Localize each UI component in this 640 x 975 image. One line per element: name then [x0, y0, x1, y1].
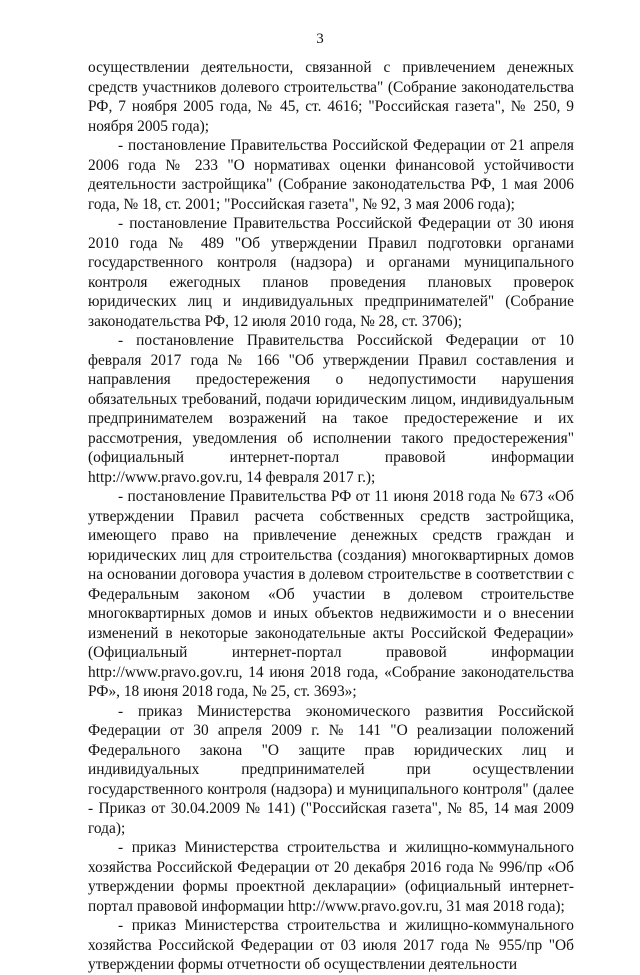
paragraph-order-141: - приказ Министерства экономического развития Российской Федерации от 30 апреля 2009 г. № 141 "О реализации положений Федерального закона "О защите прав юридических лиц и индивидуальных предпринимателей при осуществлении государственного контроля (надзора) и муниципального контроля" (далее - Приказ от 30.04.2009 № 141) ("Российская газета", № 85, 14 мая 2009 года); [88, 702, 574, 837]
paragraph-resolution-489: - постановление Правительства Российской Федерации от 30 июня 2010 года № 489 "Об утверждении Правил подготовки органами государственного контроля (надзора) и органами муниципального контроля ежегодных планов проведения плановых проверок юридических лиц и индивидуальных предпринимателей" (Собрание законодательства РФ, 12 июля 2010 года, № 28, ст. 3706); [88, 215, 574, 330]
page-number: 3 [316, 31, 324, 47]
paragraph-resolution-166: - постановление Правительства Российской Федерации от 10 февраля 2017 года № 166 "Об утверждении Правил составления и направления предостережения о недопустимости нарушения обязательных требований, подачи юридическим лицом, индивидуальным предпринимателем возражений на такое предостережение и их рассмотрения, уведомления об исполнении такого предостережения" (официальный интернет-портал правовой информации http://www.pravo.gov.ru, 14 февраля 2017 г.); [88, 332, 574, 486]
paragraph-continued: осуществлении деятельности, связанной с привлечением денежных средств участников долевого строительства" (Собрание законодательства РФ, 7 ноября 2005 года, № 45, ст. 4616; "Российская газета", № 250, 9 ноября 2005 года); [88, 59, 574, 135]
paragraph-resolution-233: - постановление Правительства Российской Федерации от 21 апреля 2006 года № 233 "О нормативах оценки финансовой устойчивости деятельности застройщика" (Собрание законодательства РФ, 1 мая 2006 года, № 18, ст. 2001; "Российская газета", № 92, 3 мая 2006 года); [88, 137, 574, 213]
document-body [88, 58, 574, 975]
paragraph-resolution-673: - постановление Правительства РФ от 11 июня 2018 года № 673 «Об утверждении Правил расчета собственных средств застройщика, имеющего право на привлечение денежных средств граждан и юридических лиц для строительства (создания) многоквартирных домов на основании договора участия в долевом строительстве в соответствии с Федеральным законом «Об участии в долевом строительстве многоквартирных домов и иных объектов недвижимости и о внесении изменений в некоторые законодательные акты Российской Федерации» (Официальный интернет-портал правовой информации http://www.pravo.gov.ru, 14 июня 2018 года, «Собрание законодательства РФ», 18 июня 2018 года, № 25, ст. 3693»; [88, 488, 574, 700]
paragraph-order-955: - приказ Министерства строительства и жилищно-коммунального хозяйства Российской Федерации от 03 июля 2017 года № 955/пр "Об утверждении формы отчетности об осуществлении деятельности [88, 917, 574, 973]
paragraph-order-996: - приказ Министерства строительства и жилищно-коммунального хозяйства Российской Федерации от 20 декабря 2016 года № 996/пр «Об утверждении формы проектной декларации» (официальный интернет-портал правовой информации http://www.pravo.gov.ru, 31 мая 2018 года); [88, 839, 574, 915]
